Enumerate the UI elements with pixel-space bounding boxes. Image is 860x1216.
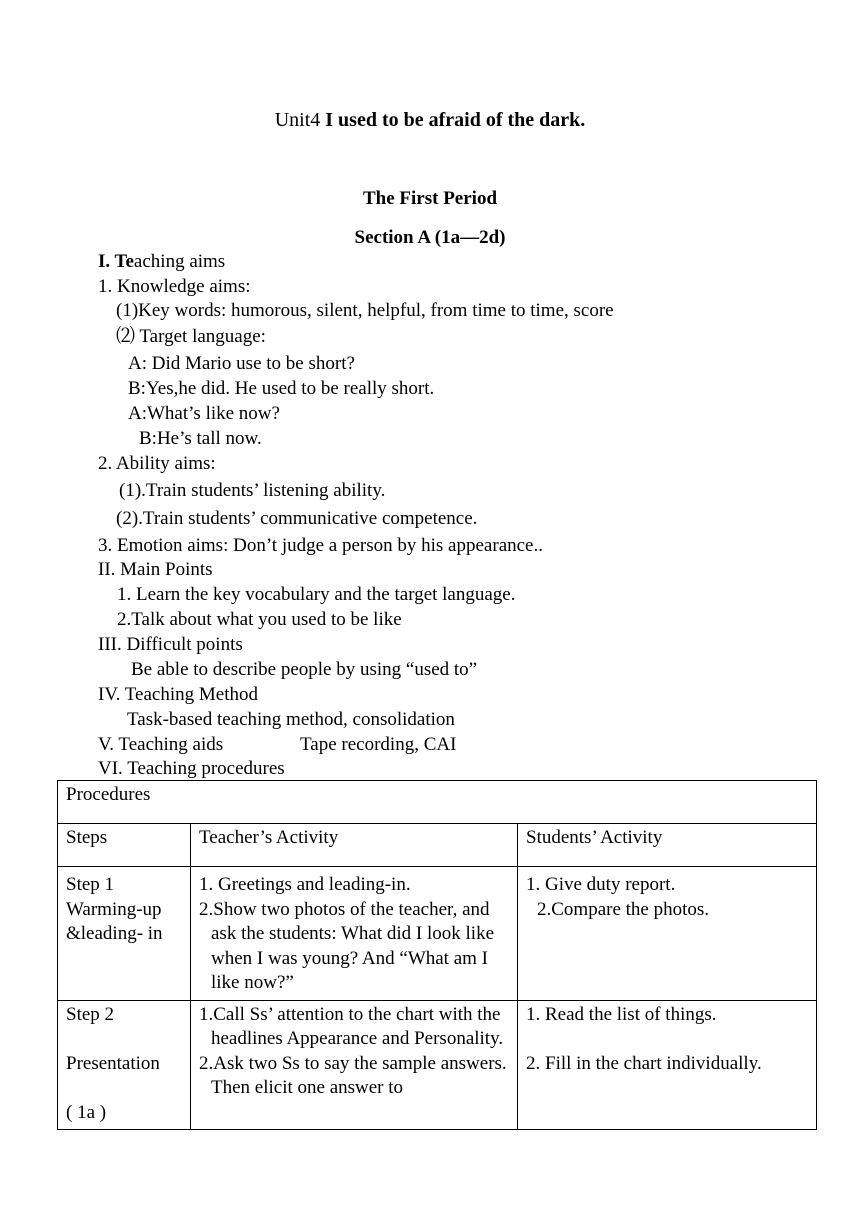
step-sub: &leading- in [66,923,163,944]
students-activity-cell [518,867,817,1001]
teaching-aids-value: Tape recording, CAI [300,734,457,755]
teacher-activity-item: 1. Greetings and leading-in. [199,874,411,895]
header-students-activity: Students’ Activity [518,824,817,867]
ability-aim-1: (1).Train students’ listening ability. [119,480,386,501]
procedures-heading: VI. Teaching procedures [98,758,285,779]
step-cell [58,1000,191,1130]
title-main: I used to be afraid of the dark. [325,109,586,131]
students-activity-item: 2. Fill in the chart individually. [526,1052,762,1074]
title-unit: Unit4 [274,109,326,131]
step-sub: ( 1a ) [66,1101,107,1123]
knowledge-aims: 1. Knowledge aims: [98,276,251,297]
step-label: Step 2 [66,1003,115,1025]
step-name: Presentation [66,1052,160,1074]
step-label: Step 1 [66,874,115,895]
teaching-aims-heading-rest: aching aims [133,251,226,272]
teacher-activity-cell [191,867,518,1001]
teacher-activity-cell [191,1000,518,1130]
main-points-heading: II. Main Points [98,559,213,580]
difficult-point-1: Be able to describe people by using “used to” [131,659,478,680]
teaching-method-text: Task-based teaching method, consolidation [127,709,455,730]
ability-aims: 2. Ability aims: [98,453,216,474]
teaching-aids-heading: V. Teaching aids [98,734,224,755]
teacher-activity-item: 1.Call Ss’ attention to the chart with the headlines Appearance and Personality. [199,1003,504,1049]
main-point-2: 2.Talk about what you used to be like [117,609,402,630]
table-caption-row [58,781,817,824]
section-heading: Section A (1a—2d) [354,227,506,248]
students-activity-cell [518,1000,817,1130]
table-header-row [58,824,817,867]
table-row [58,867,817,1001]
students-activity-item: 2.Compare the photos. [537,898,710,920]
teaching-aims-heading [98,251,225,273]
main-point-1: 1. Learn the key vocabulary and the target language. [117,584,516,605]
students-activity-item: 1. Give duty report. [526,874,676,895]
procedures-table [57,780,817,1130]
emotion-aims: 3. Emotion aims: Don’t judge a person by his appearance.. [98,535,543,556]
dialog-line: A:What’s like now? [128,403,280,424]
key-words: (1)Key words: humorous, silent, helpful, from time to time, score [116,300,614,321]
teaching-method-heading: IV. Teaching Method [98,684,258,705]
teacher-activity-item: 2.Show two photos of the teacher, and ask the students: What did I look like when I was young? And “What am I like now?” [199,898,495,993]
students-activity-item: 1. Read the list of things. [526,1003,717,1025]
dialog-line: B:Yes,he did. He used to be really short. [128,378,435,399]
period-heading: The First Period [362,188,498,209]
step-name: Warming-up [66,898,162,920]
target-language: ⑵ Target language: [116,326,266,347]
step-cell [58,867,191,1001]
ability-aim-2: (2).Train students’ communicative competence. [116,508,478,529]
document-title [0,109,860,131]
table-row [58,1000,817,1130]
dialog-line: B:He’s tall now. [139,428,262,449]
dialog-line: A: Did Mario use to be short? [128,353,355,374]
header-steps: Steps [58,824,191,867]
teaching-aims-heading-bold: I. Te [98,251,134,272]
teacher-activity-item: 2.Ask two Ss to say the sample answers. Then elicit one answer to [199,1052,507,1098]
header-teacher-activity: Teacher’s Activity [191,824,518,867]
difficult-points-heading: III. Difficult points [98,634,243,655]
table-caption: Procedures [58,781,817,824]
